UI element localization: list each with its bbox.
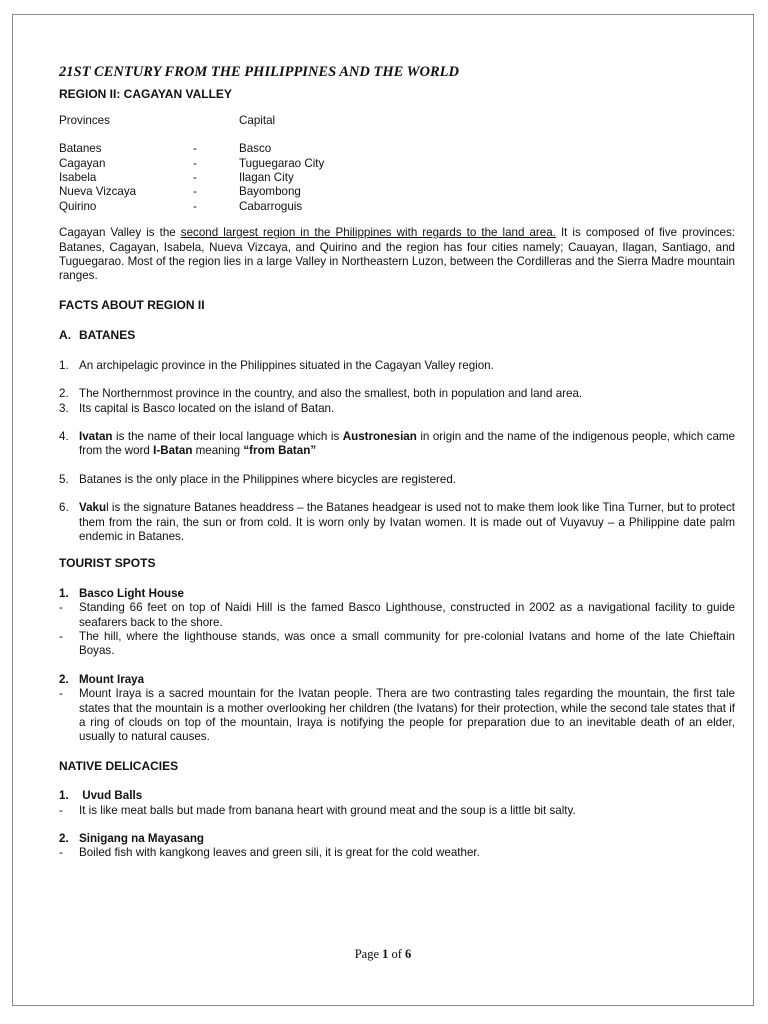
- row-separator: -: [193, 142, 197, 156]
- item-text: The Northernmost province in the country, and also the smallest, both in population and land area.: [79, 387, 583, 401]
- dash-bullet: -: [59, 687, 63, 701]
- current-page-number: 1: [382, 947, 389, 961]
- delicacy-title: [59, 832, 735, 846]
- province-name: Quirino: [59, 199, 97, 213]
- item-number: 5.: [59, 472, 69, 486]
- list-item: [59, 387, 735, 401]
- item-number: 4.: [59, 429, 69, 443]
- text-run: l is the signature Batanes headdress – the Batanes headgear is used not to make them look like Tina Turner, but to protect them from the rain, the sun or from cold. It is worn only by Ivatan women. It is made out of Vuyavuy – a Philippine date palm endemic in Batanes.: [79, 501, 735, 543]
- dash-bullet: -: [59, 629, 63, 643]
- provinces-header: Provinces: [59, 113, 110, 127]
- item-number: 3.: [59, 401, 69, 415]
- row-separator: -: [193, 199, 197, 213]
- dash-bullet: -: [59, 846, 63, 860]
- intro-paragraph: [59, 226, 735, 284]
- footer-text: Page: [354, 947, 383, 961]
- list-item: [59, 473, 735, 487]
- item-text: [79, 501, 735, 544]
- spot-name: Mount Iraya: [79, 672, 145, 686]
- capital-name: Cabarroguis: [239, 199, 303, 213]
- item-text: An archipelagic province in the Philippines situated in the Cagayan Valley region.: [79, 358, 494, 372]
- bold-term: Austronesian: [342, 429, 417, 443]
- bullet-item: [59, 601, 735, 630]
- document-page: [12, 14, 754, 1006]
- bullet-text: Standing 66 feet on top of Naidi Hill is the famed Basco Lighthouse, constructed in 2002 as a navigational facility to guide seafarers back to the shore.: [79, 601, 735, 629]
- row-separator: -: [193, 156, 197, 170]
- tourist-spots-heading: TOURIST SPOTS: [59, 556, 156, 571]
- list-item: [59, 359, 735, 373]
- intro-underlined-text: second largest region in the Philippines with regards to the land area.: [180, 226, 556, 240]
- bold-term: Ivatan: [79, 429, 113, 443]
- text-run: in origin and the name of the indigenous people, which came from the word: [79, 429, 735, 458]
- bold-term: “from Batan”: [243, 444, 317, 458]
- table-row: [59, 185, 735, 199]
- total-pages: 6: [405, 947, 412, 961]
- document-title: 21ST CENTURY FROM THE PHILIPPINES AND THE WORLD: [59, 64, 460, 80]
- delicacy-title: [59, 789, 735, 803]
- capital-name: Tuguegarao City: [239, 156, 325, 170]
- provinces-table: [59, 142, 735, 214]
- heading-text: BATANES: [79, 328, 136, 343]
- bullet-item: [59, 630, 735, 659]
- item-text: [79, 430, 735, 459]
- item-number: 6.: [59, 501, 69, 515]
- item-number: 2.: [59, 832, 69, 846]
- capital-name: Bayombong: [239, 185, 301, 199]
- item-number: 1.: [59, 586, 69, 600]
- bold-term: I-Batan: [153, 444, 193, 458]
- heading-letter: A.: [59, 328, 71, 343]
- bullet-text: The hill, where the lighthouse stands, was once a small community for pre-colonial Ivatans and home of the late Chieftain Boyas.: [79, 629, 735, 658]
- item-number: 1.: [59, 789, 69, 803]
- delicacy-name: Sinigang na Mayasang: [79, 832, 204, 846]
- item-number: 2.: [59, 387, 69, 401]
- facts-heading: FACTS ABOUT REGION II: [59, 297, 205, 312]
- dash-bullet: -: [59, 803, 63, 817]
- spot-name: Basco Light House: [79, 586, 185, 600]
- item-number: 2.: [59, 672, 69, 686]
- batanes-heading: [59, 328, 735, 342]
- bullet-text: Mount Iraya is a sacred mountain for the Ivatan people. Thera are two contrasting tales regarding the mountain, the first tale states that the mountain is a mother overlooking her children (the Ivatans) for their protection, while the second tale states that if a ring of clouds on top of the mountain, Iraya is notifying the people for preparation due to an inevitable death of an elder, usually to natural causes.: [79, 687, 735, 744]
- bullet-text: It is like meat balls but made from banana heart with ground meat and the soup is a little bit salty.: [79, 803, 576, 817]
- list-item: [59, 501, 735, 544]
- table-header: [59, 114, 735, 128]
- dash-bullet: -: [59, 601, 63, 615]
- capital-name: Basco: [239, 142, 272, 156]
- text-run: is the name of their local language which is: [112, 429, 343, 443]
- province-name: Cagayan: [59, 156, 106, 170]
- native-delicacies-heading: NATIVE DELICACIES: [59, 758, 179, 773]
- row-separator: -: [193, 171, 197, 185]
- page-footer: [13, 947, 753, 962]
- table-row: [59, 142, 735, 156]
- item-text: Its capital is Basco located on the island of Batan.: [79, 401, 335, 415]
- footer-text: of: [388, 947, 406, 961]
- table-row: [59, 157, 735, 171]
- bullet-text: Boiled fish with kangkong leaves and green sili, it is great for the cold weather.: [79, 846, 480, 860]
- table-row: [59, 171, 735, 185]
- capital-header: Capital: [239, 113, 276, 127]
- tourist-spot-title: [59, 673, 735, 687]
- capital-name: Ilagan City: [239, 171, 294, 185]
- bullet-item: [59, 687, 735, 745]
- bullet-item: [59, 804, 735, 818]
- item-number: 1.: [59, 358, 69, 372]
- list-item: [59, 402, 735, 416]
- province-name: Nueva Vizcaya: [59, 185, 137, 199]
- table-row: [59, 200, 735, 214]
- tourist-spot-title: [59, 587, 735, 601]
- intro-text: It is composed of five provinces: Batanes, Cagayan, Isabela, Nueva Vizcaya, and Quirino and the region has four cities namely; Cauayan, Ilagan, Santiago, and Tuguegarao. Most of the region lies in a large Valley in Northeastern Luzon, between the Cordilleras and the Sierra Madre mountain ranges.: [59, 226, 735, 283]
- row-separator: -: [193, 185, 197, 199]
- region-heading: REGION II: CAGAYAN VALLEY: [59, 87, 232, 102]
- province-name: Isabela: [59, 171, 97, 185]
- list-item: [59, 430, 735, 459]
- text-run: meaning: [192, 444, 244, 458]
- bold-term: Vaku: [79, 501, 107, 515]
- document-body: [59, 65, 735, 861]
- bullet-item: [59, 846, 735, 860]
- item-text: Batanes is the only place in the Philippines where bicycles are registered.: [79, 472, 457, 486]
- intro-text: Cagayan Valley is the: [59, 226, 181, 240]
- delicacy-name: Uvud Balls: [79, 789, 143, 803]
- province-name: Batanes: [59, 142, 102, 156]
